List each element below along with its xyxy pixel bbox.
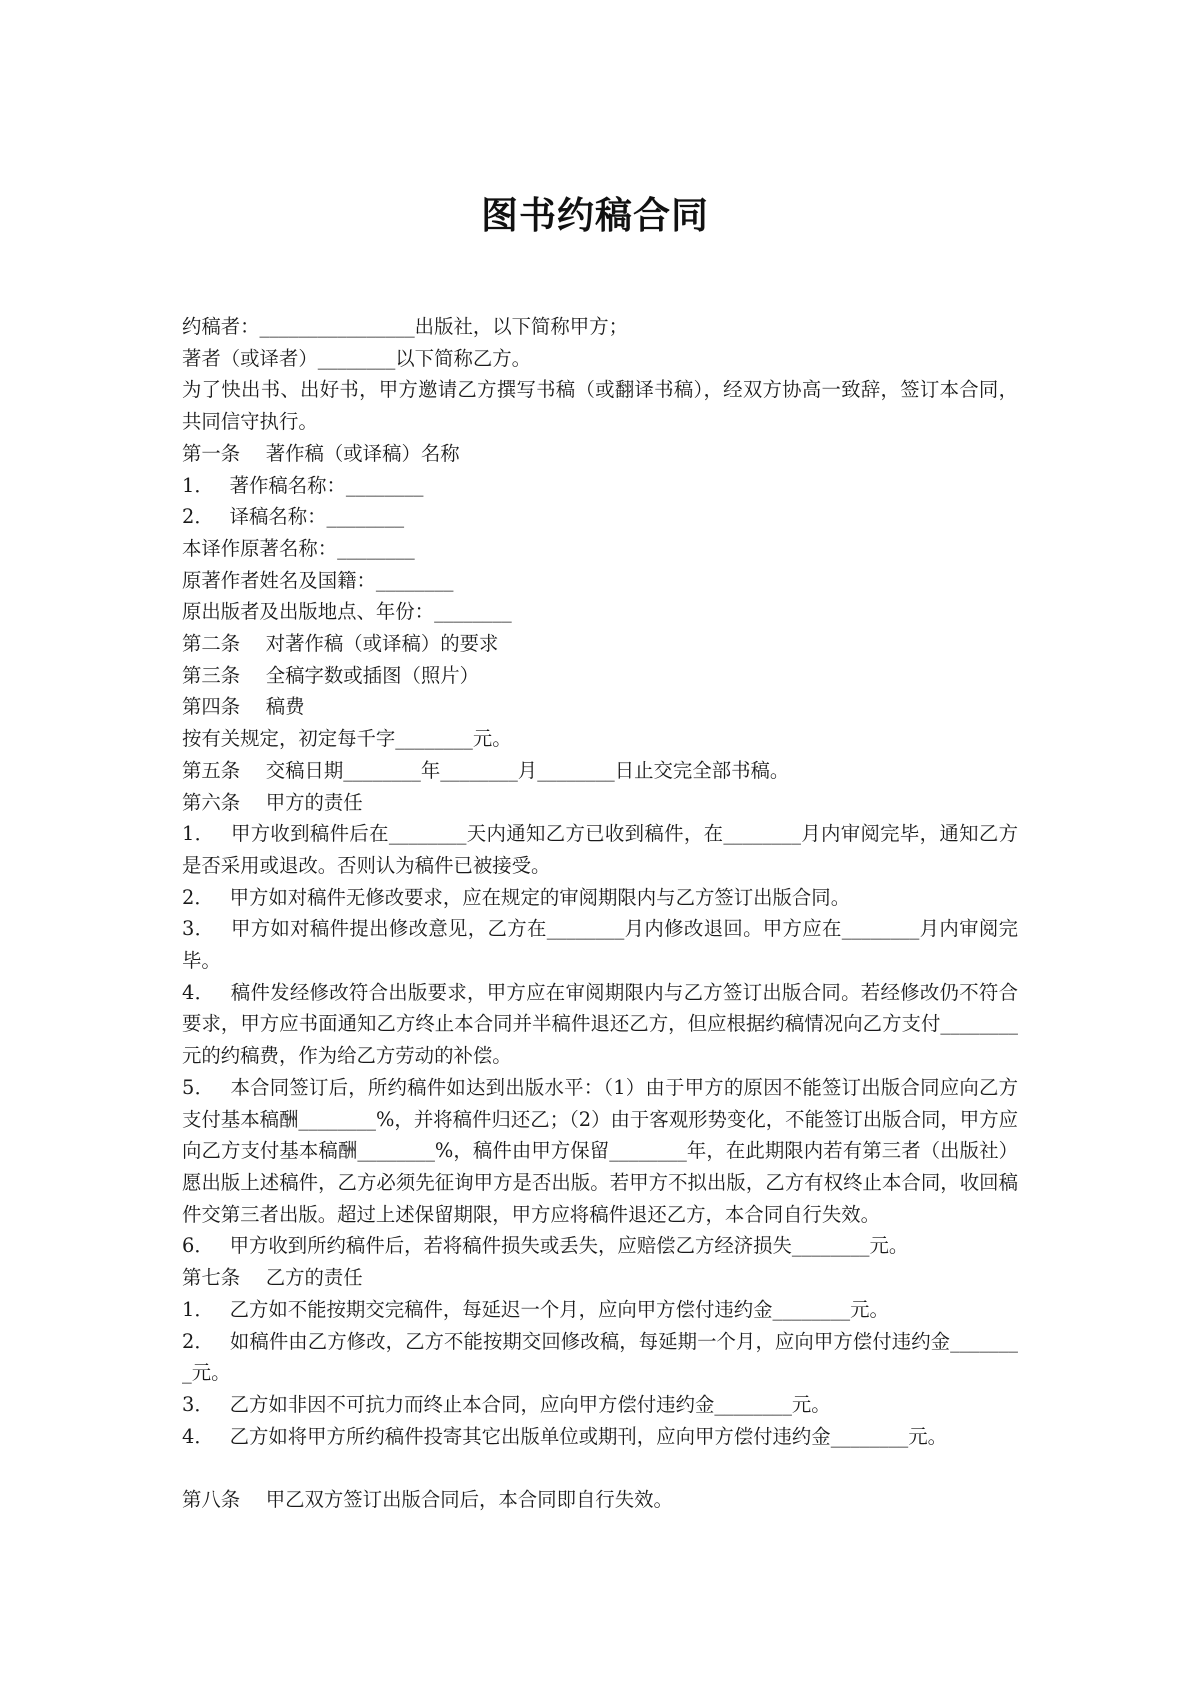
article-1-heading: 第一条 著作稿（或译稿）名称 [182, 441, 460, 465]
article-7-heading: 第七条 乙方的责任 [182, 1266, 363, 1290]
article-1-item-1: 1． 著作稿名称：________ [182, 473, 424, 497]
document-body [182, 311, 1018, 1516]
blank-line [182, 1452, 1018, 1484]
article-7-item-3: 3． 乙方如非因不可抗力而终止本合同，应向甲方偿付违约金________元。 [182, 1392, 831, 1416]
document-title: 图书约稿合同 [481, 194, 709, 237]
original-work-title: 本译作原著名称：________ [182, 536, 415, 560]
article-4-heading: 第四条 稿费 [182, 695, 305, 719]
article-8: 第八条 甲乙双方签订出版合同后，本合同即自行失效。 [182, 1488, 673, 1511]
article-3-heading: 第三条 全稿字数或插图（照片） [182, 663, 480, 687]
article-6-item-4: 4． 稿件发经修改符合出版要求，甲方应在审阅期限内与乙方签订出版合同。若经修改仍不符合要求，甲方应书面通知乙方终止本合同并半稿件退还乙方，但应根据约稿情况向乙方支付________元的约稿费，作为给乙方劳动的补偿。 [182, 980, 1018, 1068]
paragraph-commissioner: 约稿者：________________出版社，以下简称甲方； [182, 315, 628, 338]
article-6-heading: 第六条 甲方的责任 [182, 790, 363, 814]
original-author-nationality: 原著作者姓名及国籍：________ [182, 568, 454, 592]
article-6-item-2: 2． 甲方如对稿件无修改要求，应在规定的审阅期限内与乙方签订出版合同。 [182, 885, 851, 909]
article-5-deadline: 第五条 交稿日期________年________月________日止交完全部书稿。 [182, 758, 790, 782]
article-6-item-3: 3． 甲方如对稿件提出修改意见，乙方在________月内修改退回。甲方应在________月内审阅完毕。 [182, 917, 1018, 973]
article-7-item-1: 1． 乙方如不能按期交完稿件，每延迟一个月，应向甲方偿付违约金________元。 [182, 1297, 889, 1321]
article-6-item-6: 6． 甲方收到所约稿件后，若将稿件损失或丢失，应赔偿乙方经济损失________元。 [182, 1234, 909, 1258]
paragraph-preamble: 为了快出书、出好书，甲方邀请乙方撰写书稿（或翻译书稿），经双方协高一致辞，签订本合同，共同信守执行。 [182, 378, 1018, 434]
article-6-item-1: 1． 甲方收到稿件后在________天内通知乙方已收到稿件，在________月内审阅完毕，通知乙方是否采用或退改。否则认为稿件已被接受。 [182, 822, 1018, 877]
paragraph-author: 著者（或译者）________以下简称乙方。 [182, 346, 532, 370]
article-7-item-4: 4． 乙方如将甲方所约稿件投寄其它出版单位或期刊，应向甲方偿付违约金________元。 [182, 1424, 948, 1448]
original-publisher-place-year: 原出版者及出版地点、年份：________ [182, 600, 512, 624]
article-7-item-2: 2． 如稿件由乙方修改，乙方不能按期交回修改稿，每延期一个月，应向甲方偿付违约金________元。 [182, 1329, 1018, 1385]
article-2-heading: 第二条 对著作稿（或译稿）的要求 [182, 632, 499, 656]
article-4-fee: 按有关规定，初定每千字________元。 [182, 727, 512, 751]
article-1-item-2: 2． 译稿名称：________ [182, 505, 405, 529]
article-6-item-5: 5． 本合同签订后，所约稿件如达到出版水平：（1）由于甲方的原因不能签订出版合同应向乙方支付基本稿酬________%，并将稿件归还乙；（2）由于客观形势变化，不能签订出版合同，甲方应向乙方支付基本稿酬________%，稿件由甲方保留________年，在此期限内若有第三者（出版社）愿出版上述稿件，乙方必须先征询甲方是否出版。若甲方不拟出版，乙方有权终止本合同，收回稿件交第三者出版。超过上述保留期限，甲方应将稿件退还乙方，本合同自行失效。 [182, 1075, 1018, 1226]
